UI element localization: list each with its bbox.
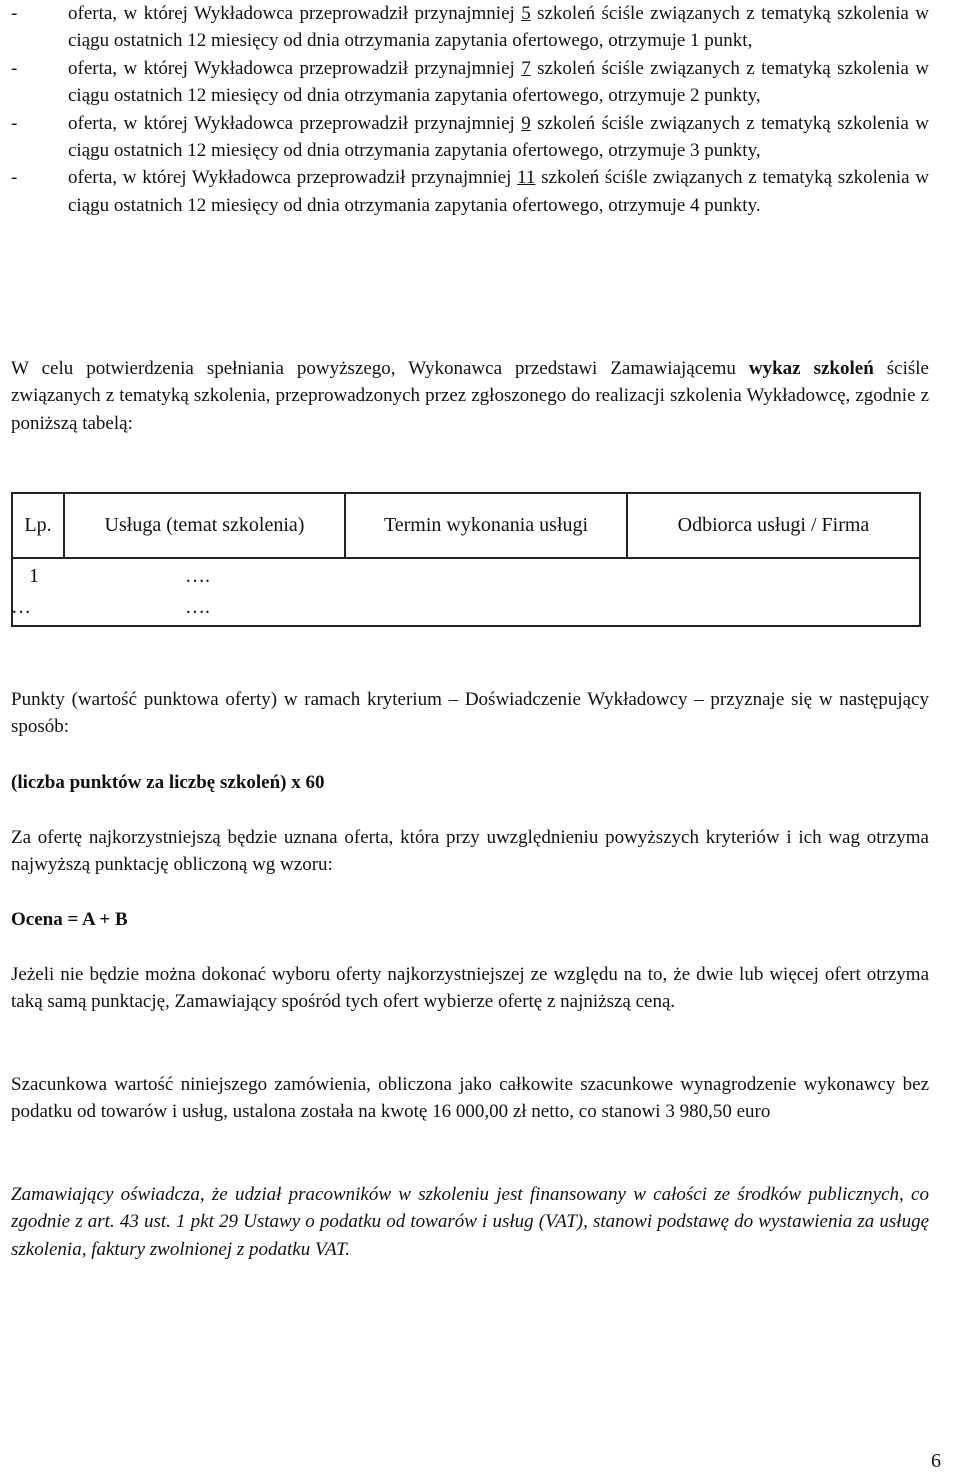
bullet-item [11,164,929,219]
bullet-count: 7 [521,57,531,79]
table-row [13,591,919,624]
table-header-cell: Termin wykonania usługi [383,514,589,536]
bullet-item [11,0,929,55]
bullet-text-start: oferta, w której Wykładowca przeprowadził przynajmniej [68,57,522,79]
bullet-count: 5 [521,3,531,24]
bullet-dash: - [11,3,18,24]
bullet-dash: - [11,167,18,189]
bullet-dash: - [11,57,18,79]
table-cell: …. [185,565,210,587]
intro-text-start: W celu potwierdzenia spełniania powyższego, Wykonawca przedstawi Zamawiającemu [11,358,749,379]
table-header-cell: Odbiorca usługi / Firma [677,514,870,536]
bullet-item [11,110,929,165]
bullet-text-end: szkoleń ściśle związanych z tematyką szkolenia w ciągu ostatnich 12 miesięcy od dnia otrzymania zapytania ofertowego, otrzymuje 3 punkty, [68,112,929,162]
table-cell: … [11,596,31,618]
table-header-row [13,494,919,559]
bullet-text-end: szkoleń ściśle związanych z tematyką szkolenia w ciągu ostatnich 12 miesięcy od dnia otrzymania zapytania ofertowego, otrzymuje 4 punkty. [68,167,929,216]
table-cell: 1 [29,565,39,587]
table-header-cell: Usługa (temat szkolenia) [104,514,305,536]
intro-text-end: ściśle związanych z tematyką szkolenia, przeprowadzonych przez zgłoszonego do realizacji szkolenia Wykładowcę, zgodnie z poniższą tabelą: [11,358,929,434]
criteria-bullet-list [11,0,929,219]
bullet-count: 11 [517,167,536,189]
bullet-text-start: oferta, w której Wykładowca przeprowadził przynajmniej [68,167,518,189]
formula-score: Ocena = A + B [11,909,128,930]
intro-paragraph [11,355,929,437]
bullet-dash: - [11,112,18,134]
estimate-paragraph: Szacunkowa wartość niniejszego zamówienia, obliczona jako całkowite szacunkowe wynagrodzenie wykonawcy bez podatku od towarów i usług, ustalona została na kwotę 16 000,00 zł netto, co stanowi 3 980,50 euro [11,1074,929,1123]
bullet-text-end: szkoleń ściśle związanych z tematyką szkolenia w ciągu ostatnich 12 miesięcy od dnia otrzymania zapytania ofertowego, otrzymuje 2 punkty, [68,57,929,107]
best-offer-paragraph: Za ofertę najkorzystniejszą będzie uznana oferta, która przy uwzględnieniu powyższych kryteriów i ich wag otrzyma najwyższą punktację obliczoną wg wzoru: [11,827,929,876]
bullet-item [11,55,929,110]
declaration-paragraph: Zamawiający oświadcza, że udział pracowników w szkoleniu jest finansowany w całości ze środków publicznych, co zgodnie z art. 43 ust. 1 pkt 29 Ustawy o podatku od towarów i usług (VAT), stanowi podstawę do wystawienia za usługę szkolenia, faktury zwolnionej z podatku VAT. [11,1184,929,1260]
points-paragraph: Punkty (wartość punktowa oferty) w ramach kryterium – Doświadczenie Wykładowcy – przyznaje się w następujący sposób: [11,689,929,738]
table-header-cell: Lp. [24,514,52,536]
bullet-text-start: oferta, w której Wykładowca przeprowadził przynajmniej [68,112,522,134]
trainings-table [11,492,921,627]
table-cell: …. [185,596,210,618]
intro-bold-text: wykaz szkoleń [748,358,874,379]
table-row [13,560,919,593]
bullet-text-end: szkoleń ściśle związanych z tematyką szkolenia w ciągu ostatnich 12 miesięcy od dnia otrzymania zapytania ofertowego, otrzymuje 1 punkt, [68,3,929,52]
formula-points: (liczba punktów za liczbę szkoleń) x 60 [11,772,325,793]
tie-paragraph: Jeżeli nie będzie można dokonać wyboru oferty najkorzystniejszej ze względu na to, że dwie lub więcej ofert otrzyma taką samą punktację, Zamawiający spośród tych ofert wybierze ofertę z najniższą ceną. [11,964,929,1013]
bullet-text-start: oferta, w której Wykładowca przeprowadził przynajmniej [68,3,522,24]
page-number: 6 [931,1450,941,1472]
bullet-count: 9 [521,112,531,134]
